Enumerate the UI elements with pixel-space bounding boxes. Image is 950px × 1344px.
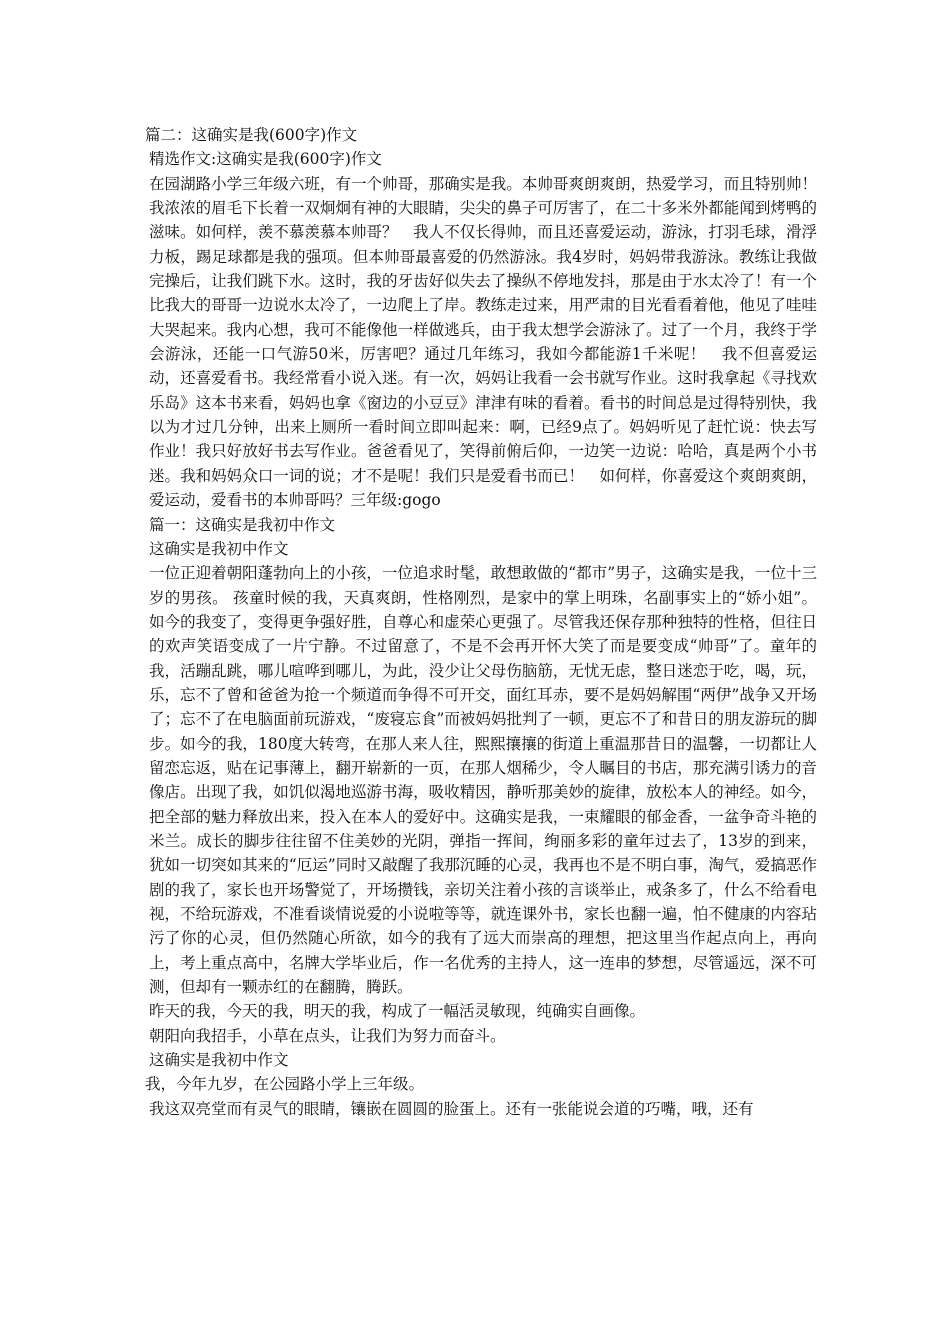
section-heading-1: 篇一：这确实是我初中作文 <box>149 515 336 534</box>
essay-title: 这确实是我初中作文 <box>149 1051 289 1070</box>
section-heading-2: 篇二：这确实是我(600字)作文 <box>145 126 358 144</box>
essay-paragraph: 昨天的我，今天的我，明天的我，构成了一幅活灵敏现，纯确实自画像。 <box>149 1002 646 1021</box>
document-body <box>145 123 833 1121</box>
essay-paragraph: 我这双亮堂而有灵气的眼睛，镶嵌在圆圆的脸蛋上。还有一张能说会道的巧嘴，哦，还有 <box>149 1099 754 1118</box>
essay-title: 这确实是我初中作文 <box>149 539 289 558</box>
essay-paragraph: 我，今年九岁，在公园路小学上三年级。 <box>145 1075 425 1094</box>
essay-paragraph: 一位正迎着朝阳蓬勃向上的小孩，一位追求时髦，敢想敢做的“都市”男子，这确实是我，一位十三岁的男孩。 孩童时候的我，天真爽朗，性格刚烈，是家中的掌上明珠，名副事实上的“娇小姐”。如今的我变了，变得更争强好胜，自尊心和虚荣心更强了。尽管我还保存那种独特的性格，但往日的欢声笑语变成了一片宁静。不过留意了，不是不会再开怀大笑了而是要变成“帅哥”了。童年的我，活蹦乱跳，哪儿喧哗到哪儿，为此，没少让父母伤脑筋，无忧无虑，整日迷恋于吃，喝，玩，乐，忘不了曾和爸爸为抢一个频道而争得不可开交，面红耳赤，要不是妈妈解围“两伊”战争又开场了；忘不了在电脑面前玩游戏，“废寝忘食”而被妈妈批判了一顿，更忘不了和昔日的朋友游玩的脚步。如今的我，180度大转弯，在那人来人往，熙熙攘攘的街道上重温那昔日的温馨，一切都让人留恋忘返，贴在记事薄上，翻开崭新的一页，在那人烟稀少，令人瞩目的书店，那充满引诱力的音像店。出现了我，如饥似渴地巡游书海，吸收精因，静听那美妙的旋律，放松本人的神经。如今，把全部的魅力释放出来，投入在本人的爱好中。这确实是我，一束耀眼的郁金香，一盆争奇斗艳的米兰。成长的脚步往往留不住美妙的光阴，弹指一挥间，绚丽多彩的童年过去了，13岁的到来，犹如一切突如其来的“厄运”同时又敲醒了我那沉睡的心灵，我再也不是不明白事，淘气，爱搞恶作剧的我了，家长也开场警觉了，开场攒钱，亲切关注着小孩的言谈举止，戒条多了，什么不给看电视，不给玩游戏，不准看谈情说爱的小说啦等等，就连课外书，家长也翻一遍，怕不健康的内容玷污了你的心灵，但仍然随心所欲，如今的我有了远大而崇高的理想，把这里当作起点向上，再向上，考上重点高中，名牌大学毕业后，作一名优秀的主持人，这一连串的梦想，尽管遥远，深不可测，但却有一颗赤红的在翻腾，腾跃。 <box>149 564 817 997</box>
essay-paragraph: 朝阳向我招手，小草在点头，让我们为努力而奋斗。 <box>149 1026 506 1045</box>
essay-title: 精选作文:这确实是我(600字)作文 <box>149 150 382 169</box>
essay-paragraph: 在园湖路小学三年级六班，有一个帅哥，那确实是我。本帅哥爽朗爽朗，热爱学习，而且特别帅！ 我浓浓的眉毛下长着一双炯炯有神的大眼睛，尖尖的鼻子可厉害了，在二十多米外都能闻到烤鸭的滋味。如何样，羡不慕羡慕本帅哥？ 我人不仅长得帅，而且还喜爱运动，游泳，打羽毛球，滑浮力板，踢足球都是我的强项。但本帅哥最喜爱的仍然游泳。我4岁时，妈妈带我游泳。教练让我做完操后，让我们跳下水。这时，我的牙齿好似失去了操纵不停地发抖，那是由于水太冷了！有一个比我大的哥哥一边说水太冷了，一边爬上了岸。教练走过来，用严肃的目光看看着他，他见了哇哇大哭起来。我内心想，我可不能像他一样做逃兵，由于我太想学会游泳了。过了一个月，我终于学会游泳，还能一口气游50米，厉害吧？通过几年练习，我如今都能游1千米呢！ 我不但喜爱运动，还喜爱看书。我经常看小说入迷。有一次，妈妈让我看一会书就写作业。这时我拿起《寻找欢乐岛》这本书来看，妈妈也拿《窗边的小豆豆》津津有味的看着。看书的时间总是过得特别快，我以为才过几分钟，出来上厕所一看时间立即叫起来：啊，已经9点了。妈妈听见了赶忙说：快去写作业！我只好放好书去写作业。爸爸看见了，笑得前俯后仰，一边笑一边说：哈哈，真是两个小书迷。我和妈妈众口一词的说；才不是呢！我们只是爱看书而已！ 如何样，你喜爱这个爽朗爽朗，爱运动，爱看书的本帅哥吗？三年级:gogo <box>149 174 833 510</box>
